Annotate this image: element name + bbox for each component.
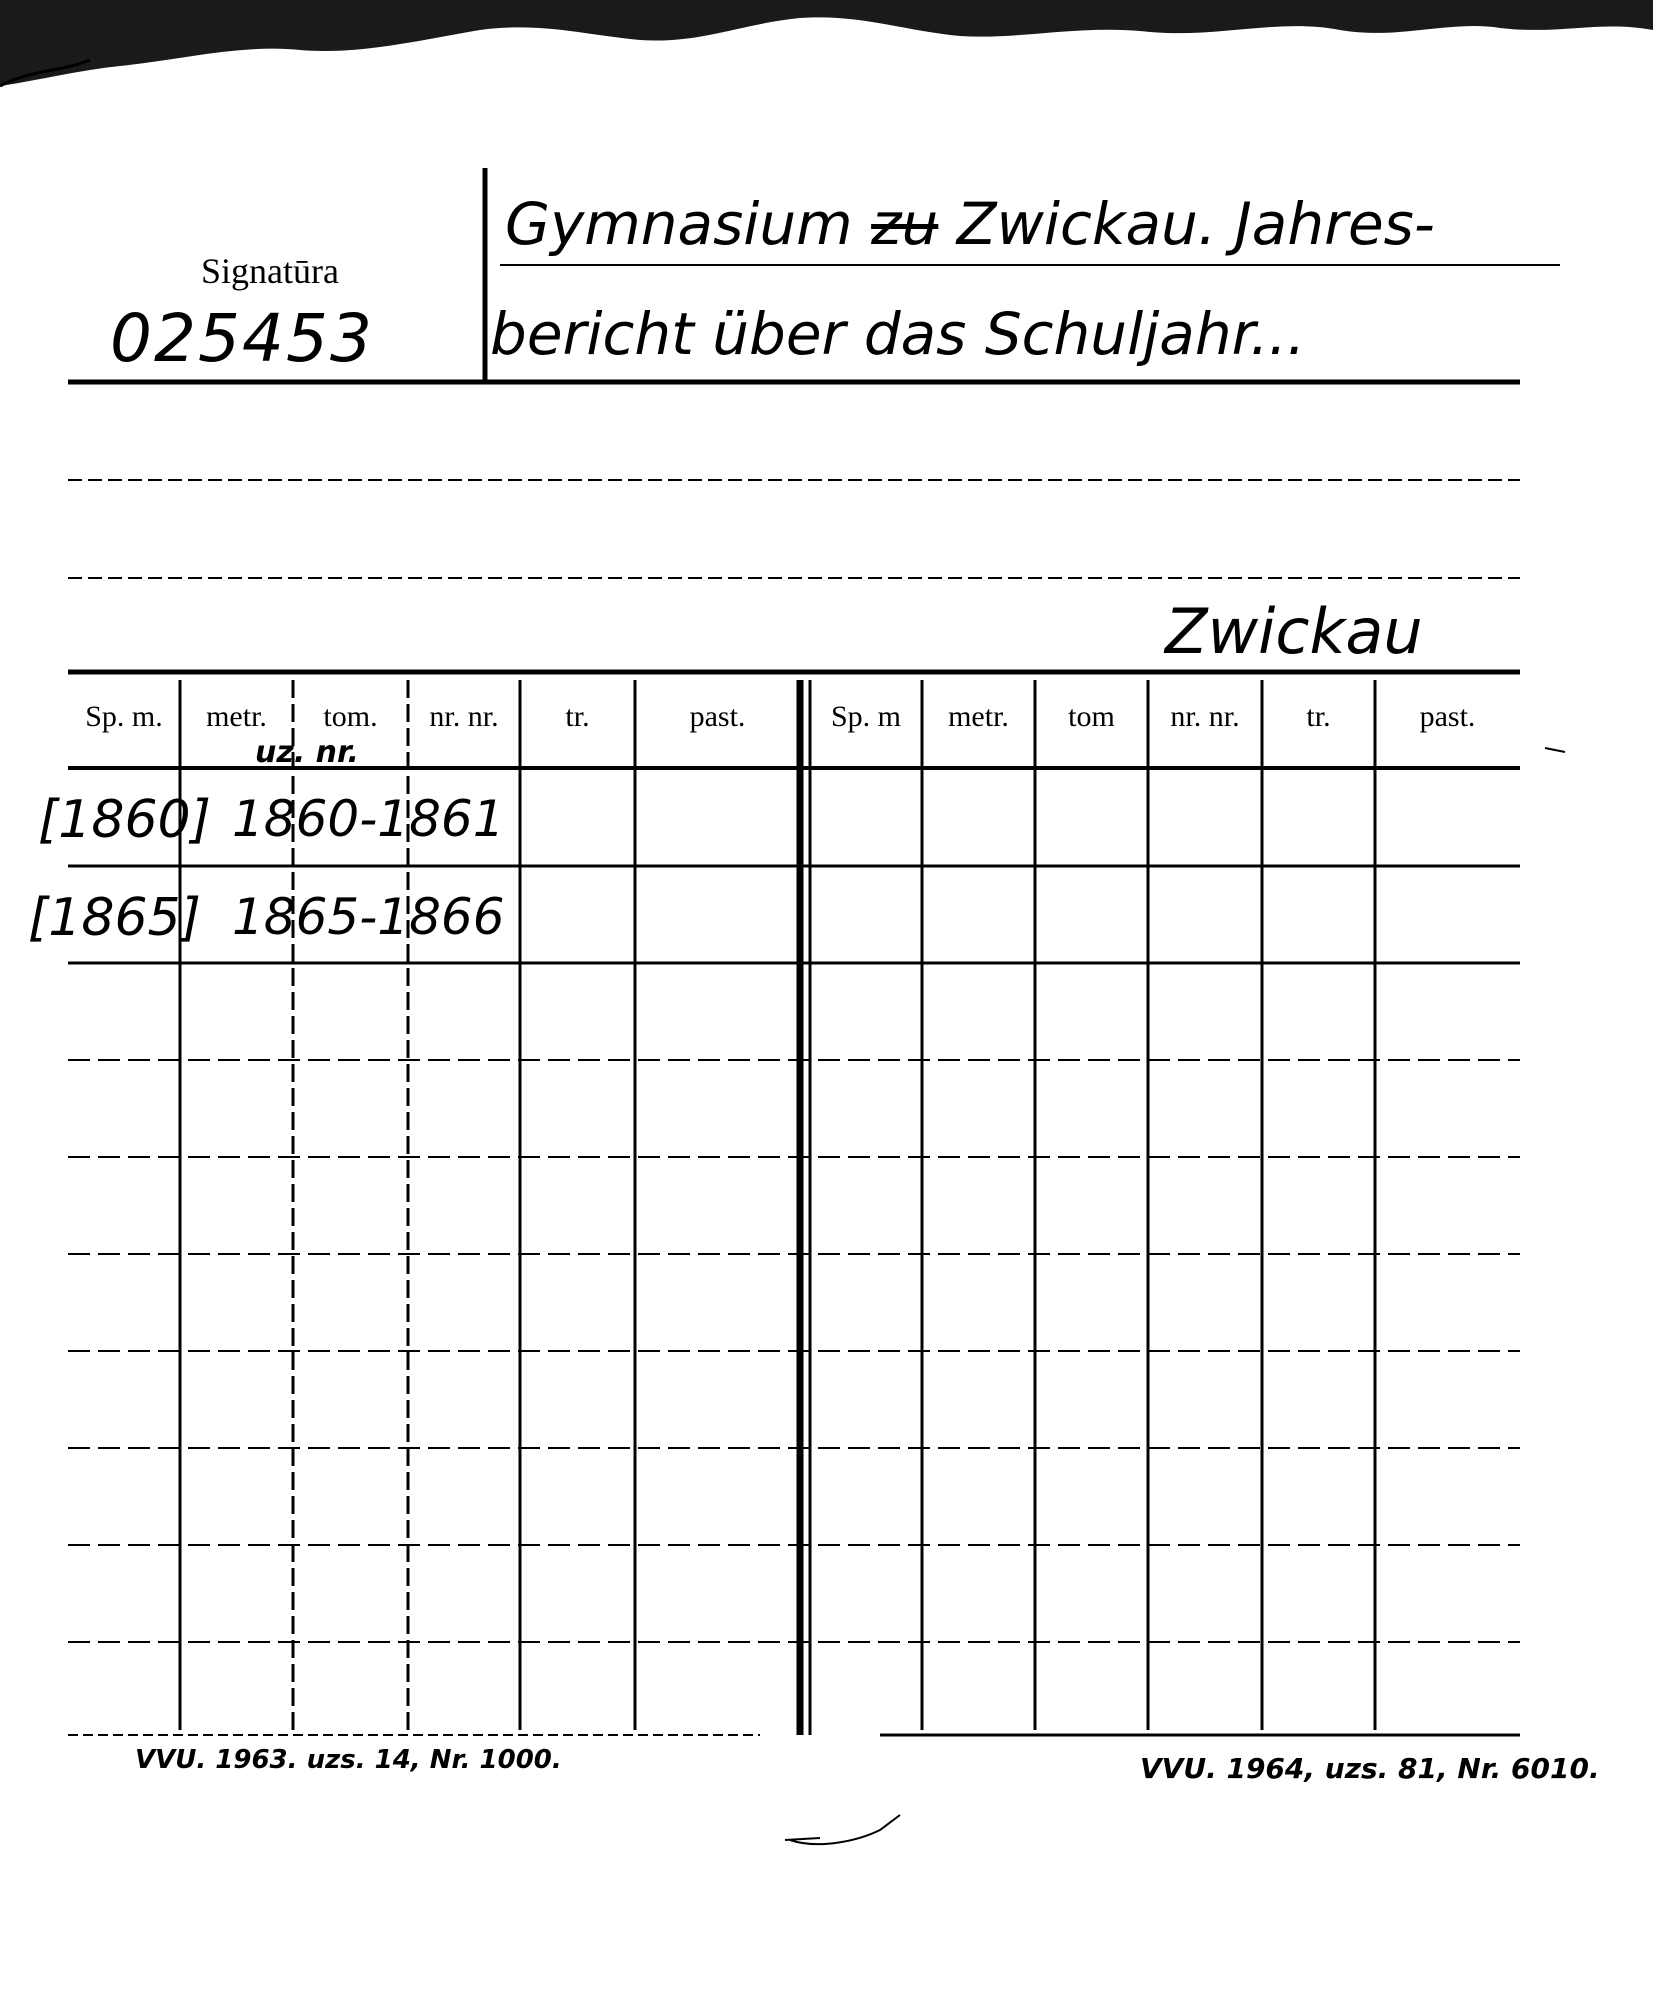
signature-label: Signatūra [201, 251, 339, 291]
title-word-zwickau-jahres: Zwickau. Jahres- [956, 190, 1435, 258]
place-name: Zwickau [1165, 595, 1423, 668]
header-left-sp-m: Sp. m. [85, 700, 163, 733]
header-right-nr-nr: nr. nr. [1170, 700, 1240, 733]
signature-number: 025453 [110, 300, 374, 377]
header-left-tom: tom. [323, 700, 378, 733]
row-2-sp-m: [1865] [28, 888, 201, 948]
header-right-sp-m: Sp. m [830, 700, 902, 733]
header-right-past: past. [1419, 700, 1476, 733]
footer-right-note: VVU. 1964, uzs. 81, Nr. 6010. [1140, 1752, 1600, 1785]
header-left-past: past. [689, 700, 746, 733]
header-sub-note: uz. nr. [255, 735, 359, 770]
title-struck-word: zu [871, 190, 939, 258]
header-right-tr: tr. [1306, 700, 1331, 733]
header-right-tom: tom [1068, 700, 1115, 733]
header-left-tr: tr. [565, 700, 590, 733]
row-1-sp-m: [1860] [38, 790, 211, 850]
title-word-gymnasium: Gymnasium [505, 190, 853, 258]
title-line-2: bericht über das Schuljahr... [490, 300, 1306, 368]
title-line-1 [505, 190, 1435, 258]
header-left-nr-nr: nr. nr. [429, 700, 499, 733]
header-left-metr: metr. [206, 700, 267, 733]
footer-left-note: VVU. 1963. uzs. 14, Nr. 1000. [135, 1745, 562, 1775]
row-1-range: 1860-1861 [232, 790, 505, 848]
row-2-range: 1865-1866 [232, 888, 505, 946]
header-right-metr: metr. [948, 700, 1009, 733]
